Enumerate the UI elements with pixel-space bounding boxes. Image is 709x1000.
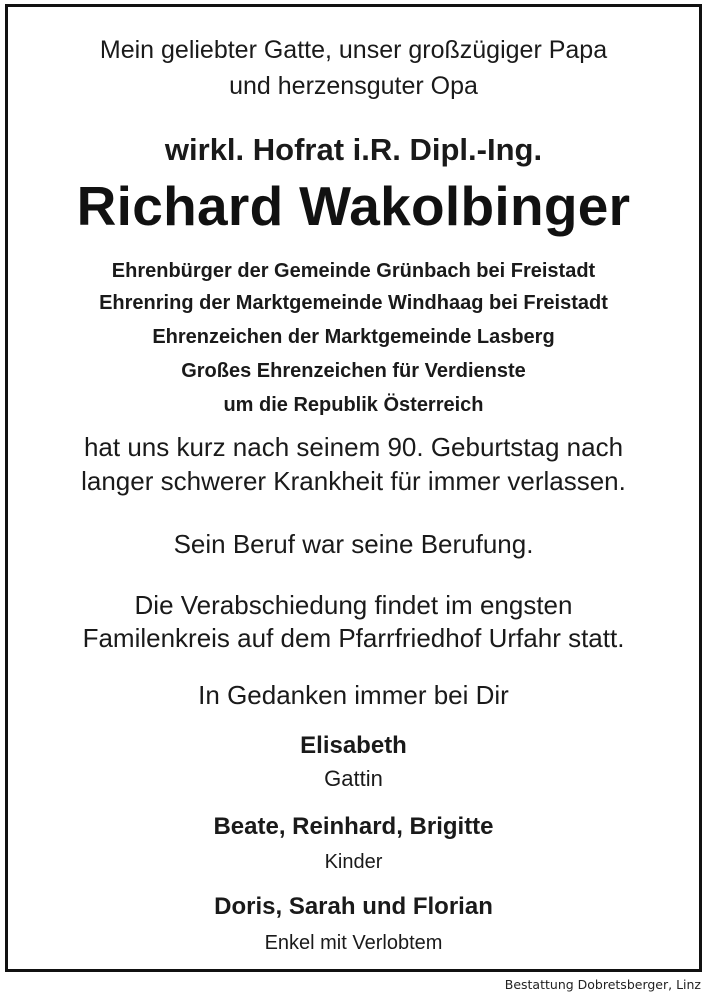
mourner-relation-grandchildren: Enkel mit Verlobtem	[264, 932, 443, 954]
mourner-names-spouse: Elisabeth	[300, 732, 407, 759]
farewell-line-2: Familenkreis auf dem Pfarrfriedhof Urfahr statt.	[82, 623, 625, 653]
intro-line-1: Mein geliebter Gatte, unser großzügiger Papa	[99, 36, 608, 64]
intro-line-2: und herzensguter Opa	[229, 72, 478, 100]
mourner-relation-spouse: Gattin	[324, 766, 383, 791]
honor-line-1: Ehrenbürger der Gemeinde Grünbach bei Freistadt	[111, 260, 596, 282]
deceased-title: wirkl. Hofrat i.R. Dipl.-Ing.	[164, 132, 543, 167]
farewell-line-1: Die Verabschiedung findet im engsten	[134, 590, 573, 620]
honor-line-2: Ehrenring der Marktgemeinde Windhaag bei Freistadt	[99, 292, 608, 314]
closing-line: In Gedanken immer bei Dir	[198, 680, 509, 710]
message-line-2: langer schwerer Krankheit für immer verlassen.	[81, 466, 626, 496]
honor-line-3: Ehrenzeichen der Marktgemeinde Lasberg	[152, 326, 555, 348]
obituary-notice	[5, 4, 702, 972]
mourner-names-grandchildren: Doris, Sarah und Florian	[214, 893, 493, 920]
honor-line-5: um die Republik Österreich	[223, 394, 484, 416]
honor-line-4: Großes Ehrenzeichen für Verdienste	[181, 360, 526, 382]
funeral-home-credit: Bestattung Dobretsberger, Linz	[504, 977, 701, 992]
mourner-relation-children: Kinder	[324, 851, 383, 873]
deceased-name: Richard Wakolbinger	[76, 175, 631, 237]
message-line-1: hat uns kurz nach seinem 90. Geburtstag nach	[83, 432, 624, 462]
motto: Sein Beruf war seine Berufung.	[173, 529, 534, 559]
mourner-names-children: Beate, Reinhard, Brigitte	[213, 813, 494, 840]
